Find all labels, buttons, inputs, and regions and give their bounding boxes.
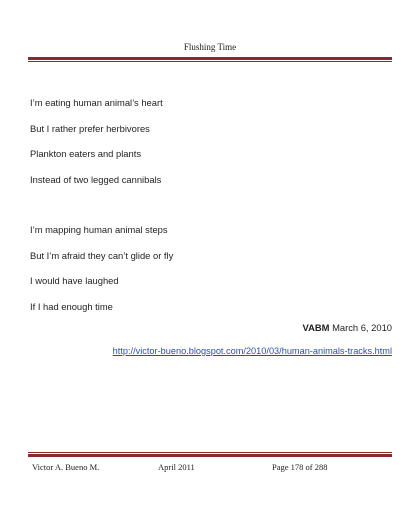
- poem-line: But I rather prefer herbivores: [30, 122, 150, 134]
- footer-rule-thick: [28, 454, 392, 457]
- footer-author: Victor A. Bueno M.: [32, 462, 100, 472]
- stanza-2: [30, 224, 390, 326]
- footer-page-number: Page 178 of 288: [272, 462, 328, 472]
- footer-rule-thin: [28, 452, 392, 453]
- header-rule-thin: [28, 61, 392, 62]
- poem-line: Instead of two legged cannibals: [30, 173, 162, 185]
- signature-date: March 6, 2010: [332, 322, 392, 333]
- page-header-title: Flushing Time: [183, 42, 237, 52]
- poem-line: But I’m afraid they can’t glide or fly: [30, 249, 174, 261]
- signature: [303, 322, 392, 333]
- poem-line: Plankton eaters and plants: [30, 148, 142, 159]
- footer-rule: [28, 452, 392, 457]
- poem-line: I’m eating human animal’s heart: [30, 97, 163, 108]
- stanza-1: [30, 97, 390, 199]
- poem-line: I would have laughed: [30, 275, 119, 286]
- footer-date: April 2011: [158, 462, 195, 472]
- poem-line: If I had enough time: [30, 300, 113, 312]
- poem-body: [30, 97, 390, 326]
- header-rule-thick: [28, 57, 392, 60]
- signature-author: VABM: [302, 322, 330, 333]
- header-rule: [28, 57, 392, 62]
- poem-line: I’m mapping human animal steps: [30, 224, 168, 235]
- source-link[interactable]: http://victor-bueno.blogspot.com/2010/03/human-animals-tracks.html: [112, 346, 392, 356]
